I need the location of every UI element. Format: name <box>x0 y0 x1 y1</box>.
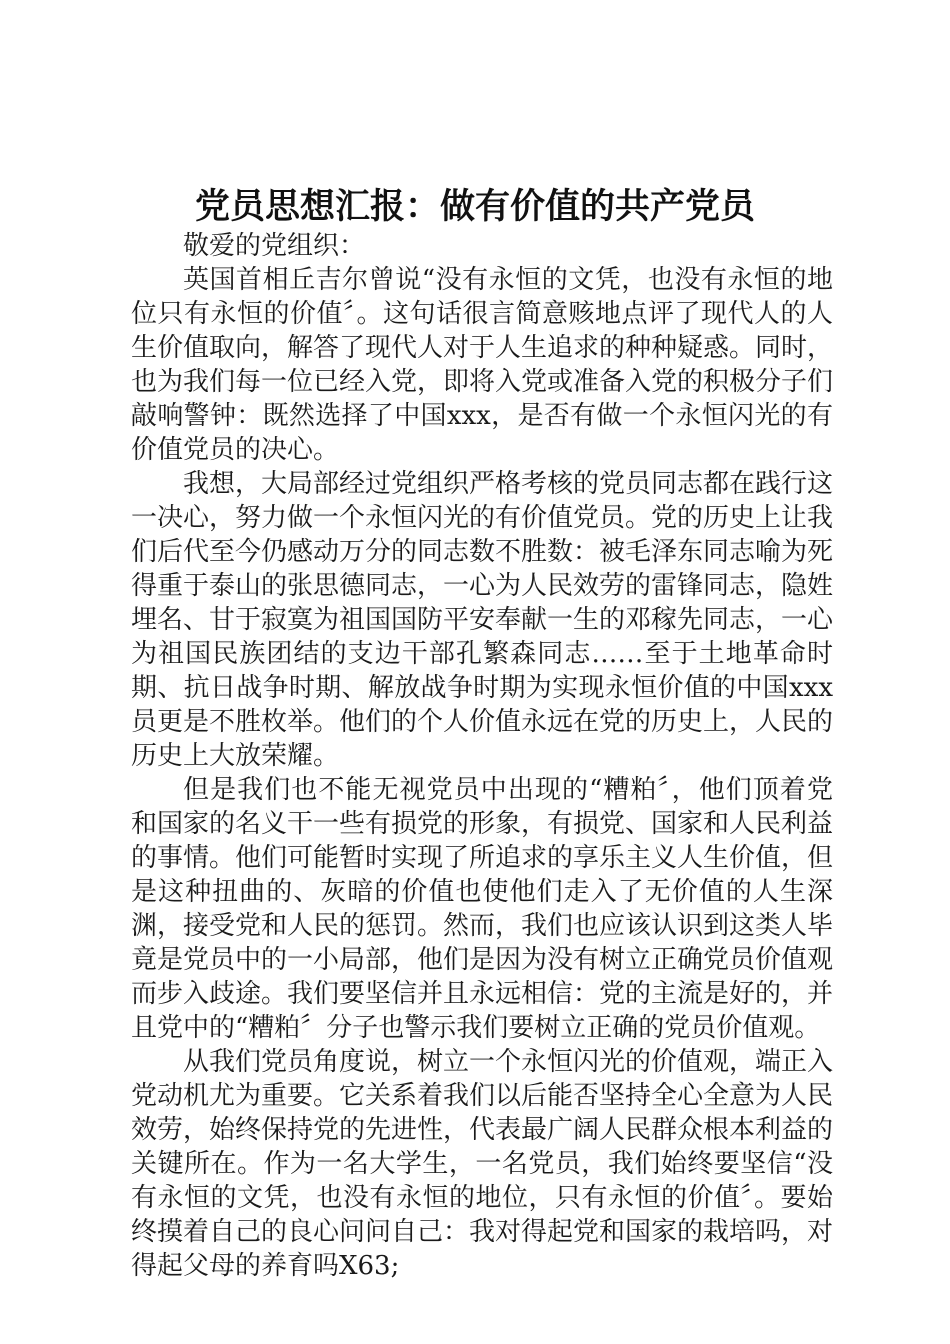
salutation: 敬爱的党组织： <box>183 231 366 261</box>
paragraph-1: 英国首相丘吉尔曾说“没有永恒的文凭，也没有永恒的地位只有永恒的价值〞。这句话很言简意赅地点评了现代人的人生价值取向，解答了现代人对于人生追求的种种疑惑。同时，也为我们每一位已经入党，即将入党或准备入党的积极分子们敲响警钟：既然选择了中国xxx，是否有做一个永恒闪光的有价值党员的决心。 <box>131 265 834 465</box>
paragraph-4: 从我们党员角度说，树立一个永恒闪光的价值观，端正入党动机尤为重要。它关系着我们以后能否坚持全心全意为人民效劳，始终保持党的先进性，代表最广阔人民群众根本利益的关键所在。作为一名大学生，一名党员，我们始终要坚信“没有永恒的文凭，也没有永恒的地位，只有永恒的价值〞。要始终摸着自己的良心问问自己：我对得起党和国家的栽培吗，对得起父母的养育吗X63; <box>131 1047 834 1281</box>
document-title: 党员思想汇报：做有价值的共产党员 <box>194 186 755 227</box>
paragraph-2: 我想，大局部经过党组织严格考核的党员同志都在践行这一决心，努力做一个永恒闪光的有价值党员。党的历史上让我们后代至今仍感动万分的同志数不胜数：被毛泽东同志喻为死得重于泰山的张思德同志，一心为人民效劳的雷锋同志，隐姓埋名、甘于寂寞为祖国国防平安奉献一生的邓稼先同志，一心为祖国民族团结的支边干部孔繁森同志……至于土地革命时期、抗日战争时期、解放战争时期为实现永恒价值的中国xxx员更是不胜枚举。他们的个人价值永远在党的历史上，人民的历史上大放荣耀。 <box>131 469 834 771</box>
document-body <box>131 229 833 1283</box>
paragraph-3: 但是我们也不能无视党员中出现的“糟粕〞，他们顶着党和国家的名义干一些有损党的形象，有损党、国家和人民利益的事情。他们可能暂时实现了所追求的享乐主义人生价值，但是这种扭曲的、灰暗的价值也使他们走入了无价值的人生深渊，接受党和人民的惩罚。然而，我们也应该认识到这类人毕竟是党员中的一小局部，他们是因为没有树立正确党员价值观而步入歧途。我们要坚信并且永远相信：党的主流是好的，并且党中的“糟粕〞分子也警示我们要树立正确的党员价值观。 <box>131 775 834 1043</box>
